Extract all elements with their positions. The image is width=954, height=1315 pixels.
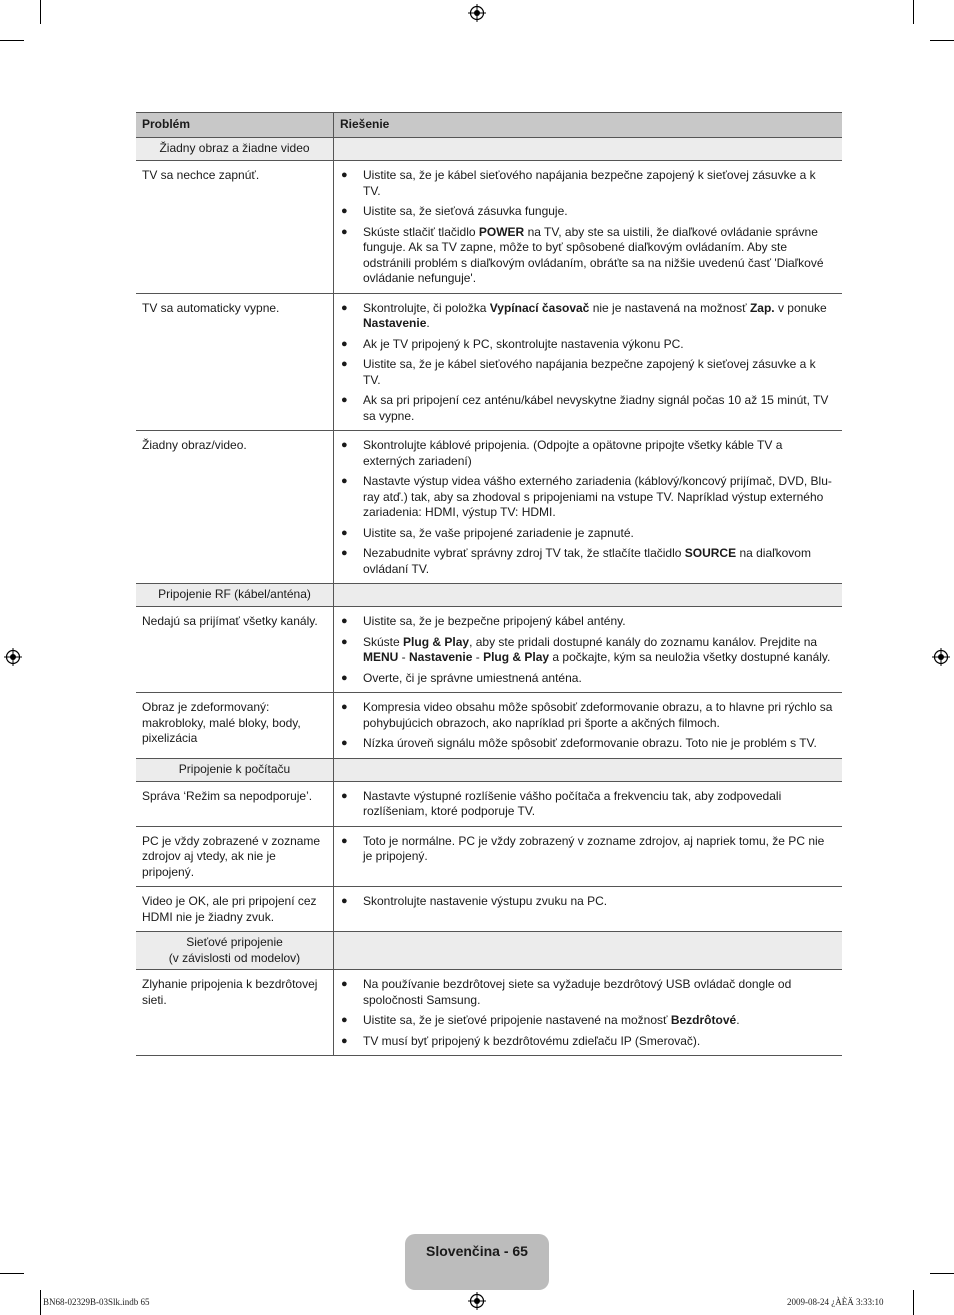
solution-cell — [334, 970, 843, 1056]
bullet-icon: ● — [341, 671, 348, 684]
solution-cell — [334, 887, 843, 932]
section-header-row — [136, 584, 842, 607]
problem-cell: Správa ‘Režim sa nepodporuje’. — [136, 781, 334, 826]
table-row — [136, 887, 842, 932]
solution-item: ● Ak je TV pripojený k PC, skontrolujte nastavenia výkonu PC. — [341, 336, 684, 351]
solution-item: ● Skúste stlačiť tlačidlo POWER na TV, aby ste sa uistili, že diaľkové ovládanie správne funguje. Ak sa TV zapne, môže to byť spôsobené diaľkovým ovládaním. Aby ste odstránili problém s diaľkovým ovládaním, obráťte sa na nižšie uvedenú časť 'Diaľkové ovládanie nefunguje'. — [341, 224, 824, 285]
section-header-row — [136, 138, 842, 161]
solution-item: ● Uistite sa, že je kábel sieťového napájania bezpečne zapojený k sieťovej zásuvke a k TV. — [341, 357, 816, 387]
problem-cell: Obraz je zdeformovaný: makrobloky, malé bloky, body, pixelizácia — [136, 693, 334, 759]
bullet-icon: ● — [341, 439, 348, 451]
solution-item: ● Skontrolujte, či položka Vypínací časovač nie je nastavená na možnosť Zap. v ponuke Nastavenie. — [341, 300, 827, 330]
solution-cell — [334, 431, 843, 584]
bold-term: Nastavenie — [409, 650, 473, 664]
crop-mark — [913, 0, 914, 24]
bold-term: POWER — [478, 224, 525, 239]
solution-item: ● Toto je normálne. PC je vždy zobrazený v zozname zdrojov, aj napriek tomu, že PC nie je pripojený. — [341, 833, 825, 863]
section-title-spacer — [334, 138, 843, 161]
bold-term: MENU — [363, 650, 399, 664]
bullet-icon: ● — [341, 547, 348, 559]
bold-term: Nastavenie — [363, 316, 427, 330]
crop-mark — [930, 1273, 954, 1274]
registration-mark-icon — [468, 1292, 486, 1310]
solution-item: ● Skontrolujte káblové pripojenia. (Odpojte a opätovne pripojte všetky káble TV a externých zariadení) — [341, 438, 783, 468]
bullet-icon: ● — [341, 615, 348, 627]
print-slug-left: BN68-02329B-03Slk.indb 65 — [43, 1297, 150, 1307]
bullet-icon: ● — [341, 205, 348, 217]
solution-list — [340, 834, 836, 865]
solution-item: ● Skontrolujte nastavenie výstupu zvuku na PC. — [341, 894, 608, 908]
solution-item: ● Na používanie bezdrôtovej siete sa vyžaduje bezdrôtový USB ovládač dongle od spoločnosti Samsung. — [341, 977, 792, 1007]
solution-item: ● Ak sa pri pripojení cez anténu/kábel nevyskytne žiadny signál počas 10 až 15 minút, TV sa vypne. — [341, 393, 829, 423]
solution-cell — [334, 781, 843, 826]
solution-cell — [334, 693, 843, 759]
table-row — [136, 826, 842, 887]
bold-term: SOURCE — [684, 546, 737, 560]
bullet-icon: ● — [341, 337, 348, 350]
solution-item: ● Uistite sa, že je bezpečne pripojený kábel antény. — [341, 614, 626, 628]
solution-cell — [334, 293, 843, 431]
problem-cell: PC je vždy zobrazené v zozname zdrojov aj vtedy, ak nie je pripojený. — [136, 826, 334, 887]
bullet-icon: ● — [341, 301, 348, 314]
page-number-tab — [405, 1234, 549, 1290]
solution-item: ● Nezabudnite vybrať správny zdroj TV tak, že stlačíte tlačidlo SOURCE na diaľkovom ovládaní TV. — [341, 546, 811, 576]
section-title-spacer — [334, 584, 843, 607]
solution-list — [340, 789, 836, 820]
bullet-icon: ● — [341, 701, 348, 713]
bullet-icon: ● — [341, 169, 348, 181]
bullet-icon: ● — [341, 789, 348, 802]
problem-cell: TV sa nechce zapnúť. — [136, 161, 334, 294]
solution-cell — [334, 161, 843, 294]
table-row — [136, 431, 842, 584]
table-row — [136, 607, 842, 693]
section-title: Pripojenie RF (kábel/anténa) — [136, 584, 334, 607]
section-header-row — [136, 932, 842, 970]
problem-cell: Video je OK, ale pri pripojení cez HDMI nie je žiadny zvuk. — [136, 887, 334, 932]
solution-item: ● Skúste Plug & Play, aby ste pridali dostupné kanály do zoznamu kanálov. Prejdite na MENU - Nastavenie - Plug & Play a počkajte, kým sa neuložia všetky dostupné kanály. — [341, 634, 831, 664]
registration-mark-icon — [932, 648, 950, 666]
page-number-label: Slovenčina - 65 — [426, 1243, 528, 1259]
solution-list — [340, 894, 836, 910]
troubleshooting-table — [136, 112, 842, 1056]
registration-mark-icon — [468, 4, 486, 22]
solution-list — [340, 301, 836, 425]
solution-column-header: Riešenie — [334, 113, 843, 138]
crop-mark — [0, 40, 24, 41]
solution-item: ● Uistite sa, že je kábel sieťového napájania bezpečne zapojený k sieťovej zásuvke a k TV. — [341, 168, 816, 198]
crop-mark — [40, 0, 41, 24]
table-row — [136, 293, 842, 431]
crop-mark — [0, 1273, 24, 1274]
table-header-row — [136, 113, 842, 138]
solution-item: ● TV musí byť pripojený k bezdrôtovému zdieľaču IP (Smerovač). — [341, 1033, 701, 1048]
bold-term: Zap. — [749, 300, 775, 315]
solution-list — [340, 168, 836, 287]
bullet-icon: ● — [341, 475, 348, 487]
bold-term: Vypínací časovač — [489, 300, 590, 315]
bullet-icon: ● — [341, 834, 348, 847]
solution-item: ● Uistite sa, že vaše pripojené zariadenie je zapnuté. — [341, 525, 634, 540]
crop-mark — [913, 1290, 914, 1315]
solution-item: ● Uistite sa, že sieťová zásuvka funguje. — [341, 204, 568, 218]
crop-mark — [40, 1290, 41, 1315]
bullet-icon: ● — [341, 978, 348, 990]
section-header-row — [136, 758, 842, 781]
bold-term: Plug & Play — [403, 634, 470, 649]
solution-item: ● Nízka úroveň signálu môže spôsobiť zdeformovanie obrazu. Toto nie je problém s TV. — [341, 736, 817, 750]
bullet-icon: ● — [341, 1034, 348, 1047]
bullet-icon: ● — [341, 358, 348, 370]
table-row — [136, 970, 842, 1056]
section-title-spacer — [334, 758, 843, 781]
section-title: Sieťové pripojenie (v závislosti od modelov) — [136, 932, 334, 970]
solution-cell — [334, 826, 843, 887]
solution-cell — [334, 607, 843, 693]
solution-list — [340, 614, 836, 686]
problem-cell: Nedajú sa prijímať všetky kanály. — [136, 607, 334, 693]
problem-cell: Žiadny obraz/video. — [136, 431, 334, 584]
bullet-icon: ● — [341, 526, 348, 539]
section-title: Žiadny obraz a žiadne video — [136, 138, 334, 161]
solution-item: ● Nastavte výstup videa vášho externého zariadenia (káblový/koncový prijímač, DVD, Blu-ray atď.) tak, aby sa zhodoval s pripojeniami na vstupe TV. Napríklad výstup externého zariadenia: HDMI, výstup TV: HDMI. — [341, 474, 832, 519]
bullet-icon: ● — [341, 737, 348, 749]
troubleshooting-table-body — [136, 113, 842, 1056]
bold-term: Bezdrôtové — [670, 1013, 737, 1027]
solution-item: ● Uistite sa, že je sieťové pripojenie nastavené na možnosť Bezdrôtové. — [341, 1013, 740, 1027]
table-row — [136, 781, 842, 826]
problem-cell: TV sa automaticky vypne. — [136, 293, 334, 431]
solution-item: ● Kompresia video obsahu môže spôsobiť zdeformovanie obrazu, a to hlavne pri rýchlo sa pohybujúcich obrazoch, ako napríklad pri športe a akčných filmoch. — [341, 700, 833, 730]
solution-list — [340, 977, 836, 1049]
problem-column-header: Problém — [136, 113, 334, 138]
bullet-icon: ● — [341, 1014, 348, 1026]
registration-mark-icon — [4, 648, 22, 666]
problem-cell: Zlyhanie pripojenia k bezdrôtovej sieti. — [136, 970, 334, 1056]
table-row — [136, 161, 842, 294]
solution-item: ● Nastavte výstupné rozlíšenie vášho počítača a frekvenciu tak, aby zodpovedali rozlíšeniam, ktoré podporuje TV. — [341, 788, 782, 818]
section-title-spacer — [334, 932, 843, 970]
bullet-icon: ● — [341, 635, 348, 648]
bullet-icon: ● — [341, 394, 348, 406]
solution-list — [340, 438, 836, 577]
solution-list — [340, 700, 836, 752]
bullet-icon: ● — [341, 895, 348, 907]
bullet-icon: ● — [341, 225, 348, 238]
solution-item: ● Overte, či je správne umiestnená anténa. — [341, 670, 582, 685]
section-title: Pripojenie k počítaču — [136, 758, 334, 781]
crop-mark — [930, 40, 954, 41]
table-row — [136, 693, 842, 759]
bold-term: Plug & Play — [483, 650, 550, 664]
print-slug-right: 2009-08-24 ¿ÀÈÄ 3:33:10 — [787, 1297, 884, 1307]
